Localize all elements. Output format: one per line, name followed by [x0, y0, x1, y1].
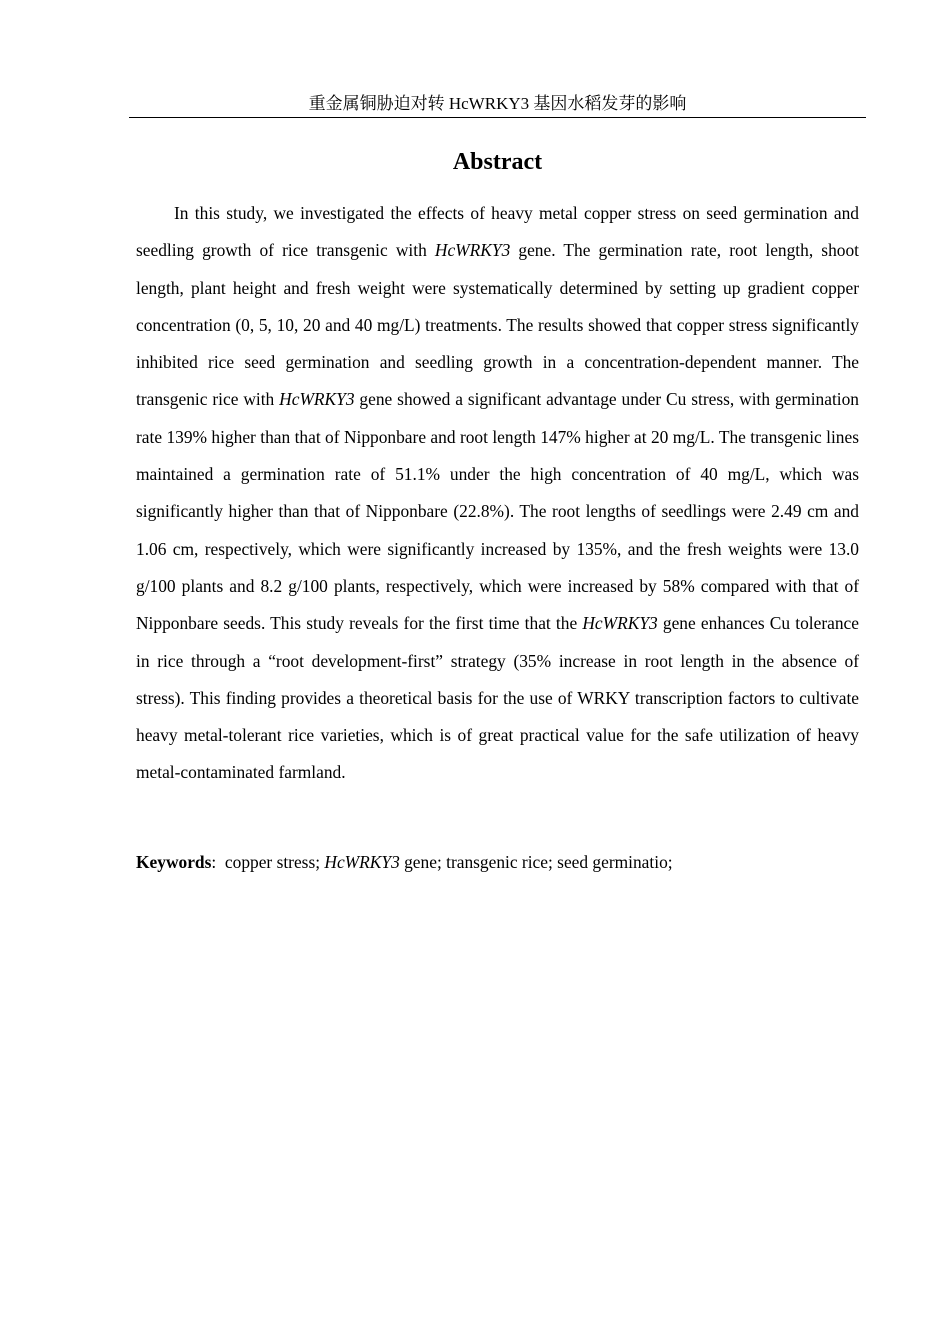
abstract-text: gene showed a significant advantage under Cu stress, with germination rate 139% higher than that of Nipponbare and root length 147% higher at 20 mg/L. The transgenic lines maintained a germination rate of 51.1% under the high concentration of 40 mg/L, which was significantly higher than that of Nipponbare (22.8%). The root lengths of seedlings were 2.49 cm and 1.06 cm, respectively, which were significantly increased by 135%, and the fresh weights were 13.0 g/100 plants and 8.2 g/100 plants, respectively, which were increased by 58% compared with that of Nipponbare seeds. This study reveals for the first time that the — [136, 389, 859, 634]
keyword-text: gene; transgenic rice; seed germinatio; — [399, 852, 673, 872]
abstract-text: gene. The germination rate, root length, shoot length, plant height and fresh weight were systematically determined by setting up gradient copper concentration (0, 5, 10, 20 and 40 mg/L) treatments. The results showed that copper stress significantly inhibited rice seed germination and seedling growth in a concentration-dependent manner. The transgenic rice with — [136, 240, 859, 410]
gene-name: HcWRKY3 — [279, 389, 355, 410]
keywords-label: Keywords — [136, 852, 212, 872]
abstract-text: In this study, we investigated the effects of heavy metal copper stress on seed germination and seedling growth of rice transgenic with — [136, 203, 859, 261]
gene-name: HcWRKY3 — [582, 613, 658, 634]
abstract-text: gene enhances Cu tolerance in rice through a “root development-first” strategy (35% increase in root length in the absence of stress). This finding provides a theoretical basis for the use of WRKY transcription factors to cultivate heavy metal-tolerant rice varieties, which is of great practical value for the safe utilization of heavy metal-contaminated farmland. — [136, 613, 859, 783]
keyword-text: copper stress; — [224, 852, 325, 872]
keywords-line — [136, 848, 859, 876]
running-title: 重金属铜胁迫对转 HcWRKY3 基因水稻发芽的影响 — [308, 94, 687, 113]
gene-name: HcWRKY3 — [434, 240, 511, 261]
running-header — [129, 92, 866, 118]
keyword-gene-name: HcWRKY3 — [324, 852, 400, 872]
keywords-separator: : — [211, 852, 217, 872]
abstract-paragraph — [136, 195, 859, 792]
abstract-title: Abstract — [452, 149, 543, 175]
